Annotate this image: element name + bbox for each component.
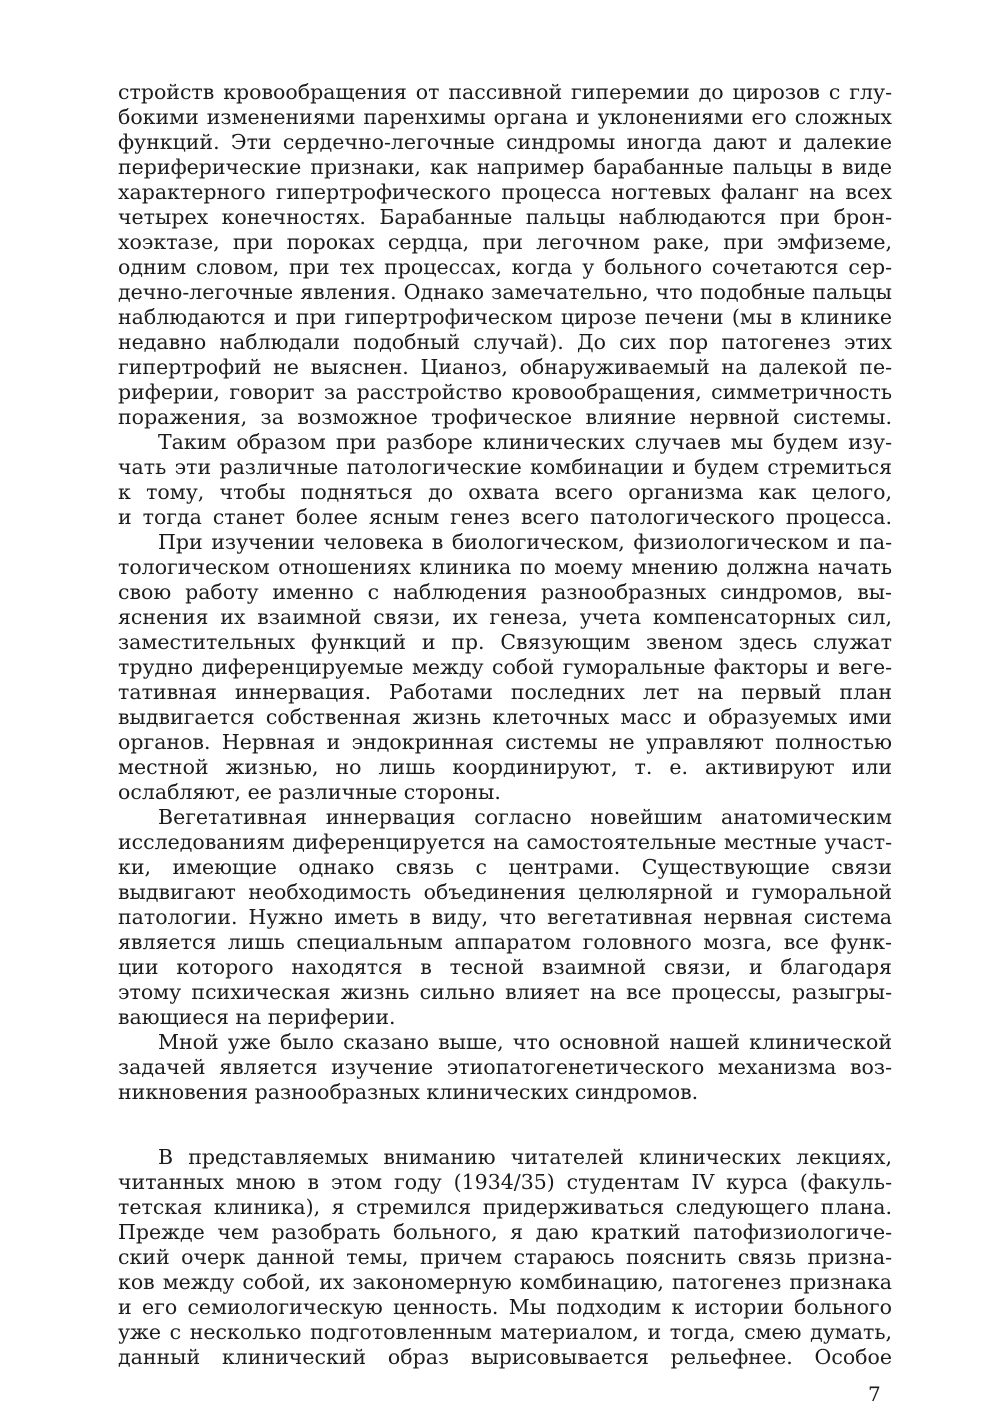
text-line: чать эти различные патологические комбинации и будем стремиться <box>118 455 892 479</box>
text-line: хоэктазе, при пороках сердца, при легочном раке, при эмфиземе, <box>118 230 892 254</box>
text-line: ции которого находятся в тесной взаимной связи, и благодаря <box>118 955 892 979</box>
text-line: ский очерк данной темы, причем стараюсь пояснить связь призна- <box>118 1245 892 1269</box>
text-line: задачей является изучение этиопатогенетического механизма воз- <box>118 1055 892 1079</box>
text-line: заместительных функций и пр. Связующим звеном здесь служат <box>118 630 892 654</box>
text-line: тологическом отношениях клиника по моему мнению должна начать <box>118 555 892 579</box>
paragraph-3 <box>118 530 892 805</box>
text-line: периферические признаки, как например барабанные пальцы в виде <box>118 155 892 179</box>
text-line: к тому, чтобы подняться до охвата всего организма как целого, <box>118 480 892 504</box>
paragraph-2 <box>118 430 892 530</box>
text-line: риферии, говорит за расстройство кровообращения, симметричность <box>118 380 892 404</box>
page-number: 7 <box>868 1382 881 1406</box>
text-line: бокими изменениями паренхимы органа и уклонениями его сложных <box>118 105 892 129</box>
text-line: этому психическая жизнь сильно влияет на все процессы, разыгры- <box>118 980 892 1004</box>
text-line: органов. Нервная и эндокринная системы не управляют полностью <box>118 730 892 754</box>
text-line: вающиеся на периферии. <box>118 1005 396 1029</box>
text-line: выдвигается собственная жизнь клеточных масс и образуемых ими <box>118 705 892 729</box>
paragraph-5 <box>118 1030 892 1105</box>
page-body <box>118 80 892 1370</box>
section-spacer <box>118 1105 892 1145</box>
text-line: читанных мною в этом году (1934/35) студентам IV курса (факуль- <box>118 1170 892 1194</box>
text-line: характерного гипертрофического процесса ногтевых фаланг на всех <box>118 180 892 204</box>
text-line: стройств кровообращения от пассивной гиперемии до цирозов с глу- <box>118 80 892 104</box>
text-line: свою работу именно с наблюдения разнообразных синдромов, вы- <box>118 580 892 604</box>
text-line: гипертрофий не выяснен. Цианоз, обнаруживаемый на далекой пе- <box>118 355 892 379</box>
text-line: Вегетативная иннервация согласно новейшим анатомическим <box>158 805 892 829</box>
text-line: является лишь специальным аппаратом головного мозга, все функ- <box>118 930 892 954</box>
text-line: уже с несколько подготовленным материалом, и тогда, смею думать, <box>118 1320 892 1344</box>
text-line: Мной уже было сказано выше, что основной нашей клинической <box>158 1030 892 1054</box>
text-line: недавно наблюдали подобный случай). До сих пор патогенез этих <box>118 330 892 354</box>
text-line: При изучении человека в биологическом, физиологическом и па- <box>158 530 892 554</box>
text-line: и его семиологическую ценность. Мы подходим к истории больного <box>118 1295 892 1319</box>
text-line: ослабляют, ее различные стороны. <box>118 780 501 804</box>
text-line: В представляемых вниманию читателей клинических лекциях, <box>158 1145 892 1169</box>
text-line: патологии. Нужно иметь в виду, что вегетативная нервная система <box>118 905 892 929</box>
text-line: тетская клиника), я стремился придерживаться следующего плана. <box>118 1195 892 1219</box>
text-line: одним словом, при тех процессах, когда у больного сочетаются сер- <box>118 255 892 279</box>
text-line: функций. Эти сердечно-легочные синдромы иногда дают и далекие <box>118 130 892 154</box>
text-line: наблюдаются и при гипертрофическом цирозе печени (мы в клинике <box>118 305 892 329</box>
text-line: Таким образом при разборе клинических случаев мы будем изу- <box>158 430 892 454</box>
text-line: и тогда станет более ясным генез всего патологического процесса. <box>118 505 892 529</box>
text-line: никновения разнообразных клинических синдромов. <box>118 1080 699 1104</box>
text-line: местной жизнью, но лишь координируют, т. е. активируют или <box>118 755 892 779</box>
text-line: трудно диференцируемые между собой гуморальные факторы и веге- <box>118 655 892 679</box>
paragraph-4 <box>118 805 892 1030</box>
text-line: поражения, за возможное трофическое влияние нервной системы. <box>118 405 892 429</box>
text-line: четырех конечностях. Барабанные пальцы наблюдаются при брон- <box>118 205 892 229</box>
text-line: исследованиям диференцируется на самостоятельные местные участ- <box>118 830 892 854</box>
text-line: ки, имеющие однако связь с центрами. Существующие связи <box>118 855 892 879</box>
paragraph-6 <box>118 1145 892 1370</box>
text-line: дечно-легочные явления. Однако замечательно, что подобные пальцы <box>118 280 892 304</box>
text-line: Прежде чем разобрать больного, я даю краткий патофизиологиче- <box>118 1220 892 1244</box>
text-line: данный клинический образ вырисовывается рельефнее. Особое <box>118 1345 892 1369</box>
text-line: ков между собой, их закономерную комбинацию, патогенез признака <box>118 1270 892 1294</box>
text-line: тативная иннервация. Работами последних лет на первый план <box>118 680 892 704</box>
paragraph-1 <box>118 80 892 430</box>
text-line: яснения их взаимной связи, их генеза, учета компенсаторных сил, <box>118 605 892 629</box>
text-line: выдвигают необходимость объединения целюлярной и гуморальной <box>118 880 892 904</box>
